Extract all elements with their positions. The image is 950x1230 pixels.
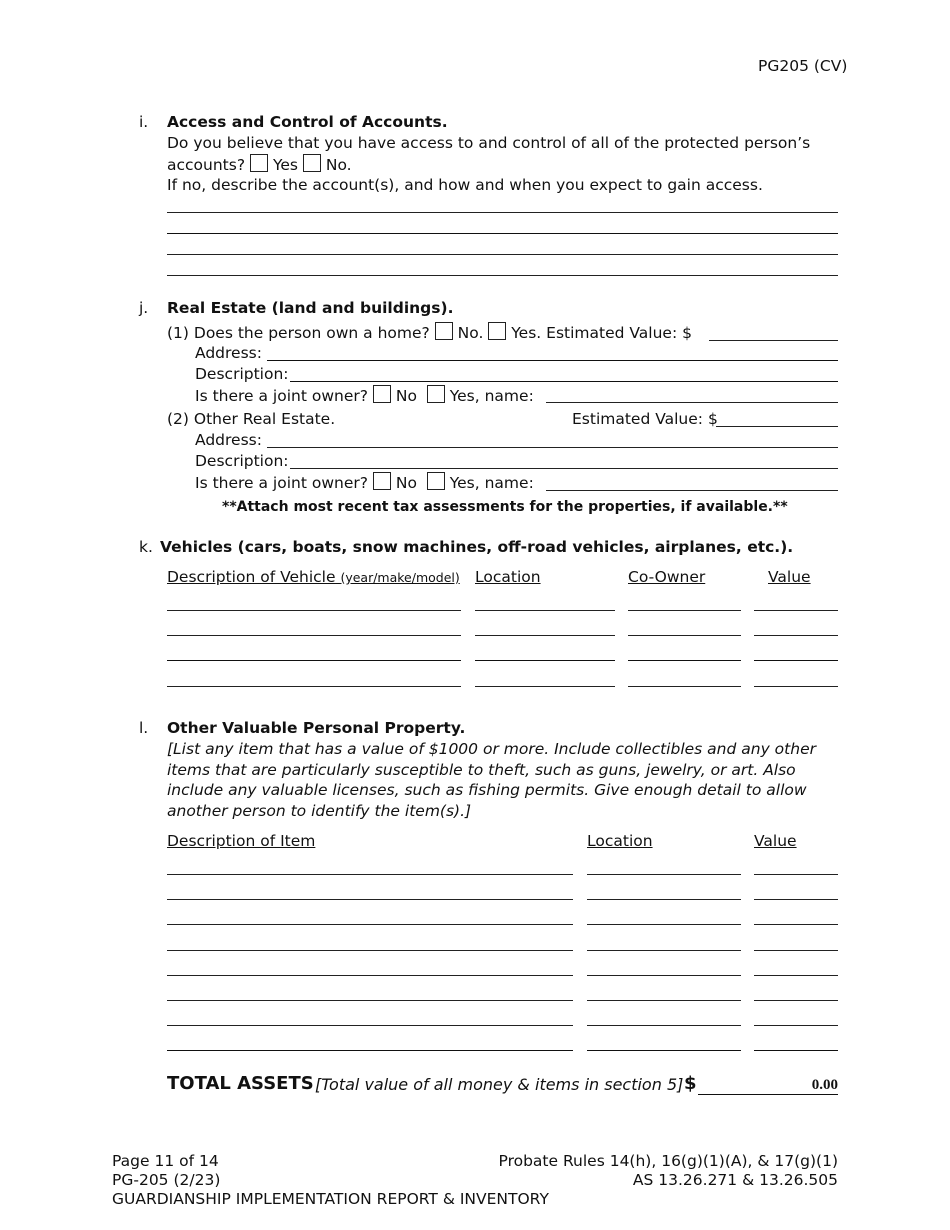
property-location-field[interactable] xyxy=(587,1000,741,1001)
vehicle-col-description-label: Description of Vehicle xyxy=(167,568,336,586)
vehicle-value-field[interactable] xyxy=(754,660,838,661)
home-address-field[interactable] xyxy=(267,360,838,361)
section-l-instruction-2: items that are particularly susceptible to theft, such as guns, jewelry, or art. Also xyxy=(167,761,796,779)
footer-statutes: AS 13.26.271 & 13.26.505 xyxy=(632,1171,838,1189)
home-address-label: Address: xyxy=(195,344,262,362)
vehicle-location-field[interactable] xyxy=(475,686,615,687)
home-estimated-value-label: Estimated Value: $ xyxy=(546,324,692,342)
section-l-title: Other Valuable Personal Property. xyxy=(167,719,466,737)
vehicle-coowner-field[interactable] xyxy=(628,610,741,611)
accounts-label: accounts? xyxy=(167,156,246,174)
attach-tax-note: **Attach most recent tax assessments for the properties, if available.** xyxy=(222,499,788,515)
footer-form-title: GUARDIANSHIP IMPLEMENTATION REPORT & INVENTORY xyxy=(112,1190,549,1208)
vehicle-description-field[interactable] xyxy=(167,610,461,611)
total-dollar-sign: $ xyxy=(684,1073,697,1094)
property-location-field[interactable] xyxy=(587,950,741,951)
property-location-field[interactable] xyxy=(587,899,741,900)
footer-page: Page 11 of 14 xyxy=(112,1152,219,1170)
section-i-question: Do you believe that you have access to and control of all of the protected person’s xyxy=(167,134,811,152)
property-value-field[interactable] xyxy=(754,950,838,951)
property-value-field[interactable] xyxy=(754,975,838,976)
property-description-field[interactable] xyxy=(167,1025,573,1026)
other-joint-owner-row xyxy=(195,472,534,493)
property-description-field[interactable] xyxy=(167,924,573,925)
section-l-instruction-4: another person to identify the item(s).] xyxy=(167,802,472,820)
vehicle-col-description-sub: (year/make/model) xyxy=(340,570,460,585)
other-joint-no-checkbox[interactable] xyxy=(373,472,391,490)
property-description-field[interactable] xyxy=(167,1000,573,1001)
access-no-label: No. xyxy=(325,156,352,174)
home-joint-no-checkbox[interactable] xyxy=(373,385,391,403)
total-assets-note: [Total value of all money & items in section 5] xyxy=(315,1075,684,1094)
accounts-description-line-3[interactable] xyxy=(167,254,838,255)
section-i-instruction: If no, describe the account(s), and how and when you expect to gain access. xyxy=(167,176,763,194)
vehicle-coowner-field[interactable] xyxy=(628,686,741,687)
home-joint-yes-label: Yes, name: xyxy=(449,387,534,405)
total-amount-value: 0.00 xyxy=(811,1077,838,1093)
vehicle-description-field[interactable] xyxy=(167,635,461,636)
vehicle-location-field[interactable] xyxy=(475,635,615,636)
property-location-field[interactable] xyxy=(587,874,741,875)
property-col-value: Value xyxy=(754,832,797,850)
accounts-description-line-1[interactable] xyxy=(167,212,838,213)
property-location-field[interactable] xyxy=(587,1050,741,1051)
accounts-description-line-2[interactable] xyxy=(167,233,838,234)
property-value-field[interactable] xyxy=(754,1000,838,1001)
vehicle-location-field[interactable] xyxy=(475,610,615,611)
home-joint-owner-row xyxy=(195,385,534,406)
property-value-field[interactable] xyxy=(754,924,838,925)
vehicle-location-field[interactable] xyxy=(475,660,615,661)
section-l-instruction-3: include any valuable licenses, such as fishing permits. Give enough detail to allow xyxy=(167,781,807,799)
property-value-field[interactable] xyxy=(754,874,838,875)
section-i-title: Access and Control of Accounts. xyxy=(167,113,448,131)
other-joint-owner-label: Is there a joint owner? xyxy=(195,474,368,492)
other-address-label: Address: xyxy=(195,431,262,449)
section-l-instruction-1: [List any item that has a value of $1000 or more. Include collectibles and any other xyxy=(167,740,816,758)
home-joint-owner-label: Is there a joint owner? xyxy=(195,387,368,405)
access-no-checkbox[interactable] xyxy=(303,154,321,172)
property-location-field[interactable] xyxy=(587,1025,741,1026)
other-description-label: Description: xyxy=(195,452,289,470)
property-location-field[interactable] xyxy=(587,975,741,976)
total-assets-label: TOTAL ASSETS xyxy=(167,1073,314,1094)
vehicle-coowner-field[interactable] xyxy=(628,635,741,636)
access-yes-checkbox[interactable] xyxy=(250,154,268,172)
footer-form-rev: PG-205 (2/23) xyxy=(112,1171,221,1189)
vehicle-value-field[interactable] xyxy=(754,610,838,611)
other-joint-no-label: No xyxy=(395,474,417,492)
section-k-letter: k. xyxy=(139,538,153,556)
home-joint-yes-checkbox[interactable] xyxy=(427,385,445,403)
home-no-label: No. xyxy=(457,324,484,342)
property-location-field[interactable] xyxy=(587,924,741,925)
property-col-location: Location xyxy=(587,832,653,850)
property-value-field[interactable] xyxy=(754,899,838,900)
vehicle-value-field[interactable] xyxy=(754,686,838,687)
property-value-field[interactable] xyxy=(754,1025,838,1026)
form-code: PG205 (CV) xyxy=(758,57,848,75)
home-yes-checkbox[interactable] xyxy=(488,322,506,340)
other-joint-owner-name-field[interactable] xyxy=(546,490,838,491)
home-joint-no-label: No xyxy=(395,387,417,405)
accounts-description-line-4[interactable] xyxy=(167,275,838,276)
property-description-field[interactable] xyxy=(167,950,573,951)
property-col-description: Description of Item xyxy=(167,832,316,850)
other-estimated-value-field[interactable] xyxy=(716,426,838,427)
vehicle-value-field[interactable] xyxy=(754,635,838,636)
section-i-letter: i. xyxy=(139,113,149,131)
other-joint-yes-checkbox[interactable] xyxy=(427,472,445,490)
vehicle-col-value: Value xyxy=(768,568,811,586)
property-description-field[interactable] xyxy=(167,899,573,900)
home-question-row xyxy=(167,322,692,343)
property-description-field[interactable] xyxy=(167,1050,573,1051)
vehicle-col-coowner: Co-Owner xyxy=(628,568,706,586)
property-description-field[interactable] xyxy=(167,975,573,976)
vehicle-description-field[interactable] xyxy=(167,660,461,661)
other-real-estate-label: (2) Other Real Estate. xyxy=(167,410,336,428)
property-description-field[interactable] xyxy=(167,874,573,875)
footer-rules: Probate Rules 14(h), 16(g)(1)(A), & 17(g)(1) xyxy=(498,1152,838,1170)
other-description-field[interactable] xyxy=(290,468,838,469)
vehicle-col-location: Location xyxy=(475,568,541,586)
home-description-label: Description: xyxy=(195,365,289,383)
vehicle-description-field[interactable] xyxy=(167,686,461,687)
home-estimated-value-field[interactable] xyxy=(709,340,838,341)
section-j-letter: j. xyxy=(139,299,149,317)
property-value-field[interactable] xyxy=(754,1050,838,1051)
section-l-letter: l. xyxy=(139,719,149,737)
section-j-title: Real Estate (land and buildings). xyxy=(167,299,454,317)
home-joint-owner-name-field[interactable] xyxy=(546,402,838,403)
home-yes-label: Yes. xyxy=(511,324,542,342)
section-i-question-2 xyxy=(167,154,352,175)
home-description-field[interactable] xyxy=(290,381,838,382)
home-no-checkbox[interactable] xyxy=(435,322,453,340)
section-k-title: Vehicles (cars, boats, snow machines, off-road vehicles, airplanes, etc.). xyxy=(160,538,794,556)
access-yes-label: Yes xyxy=(272,156,298,174)
other-joint-yes-label: Yes, name: xyxy=(449,474,534,492)
other-address-field[interactable] xyxy=(267,447,838,448)
vehicle-col-description xyxy=(167,567,460,588)
home-question-label: (1) Does the person own a home? xyxy=(167,324,430,342)
other-estimated-value-label: Estimated Value: $ xyxy=(572,410,718,428)
vehicle-coowner-field[interactable] xyxy=(628,660,741,661)
